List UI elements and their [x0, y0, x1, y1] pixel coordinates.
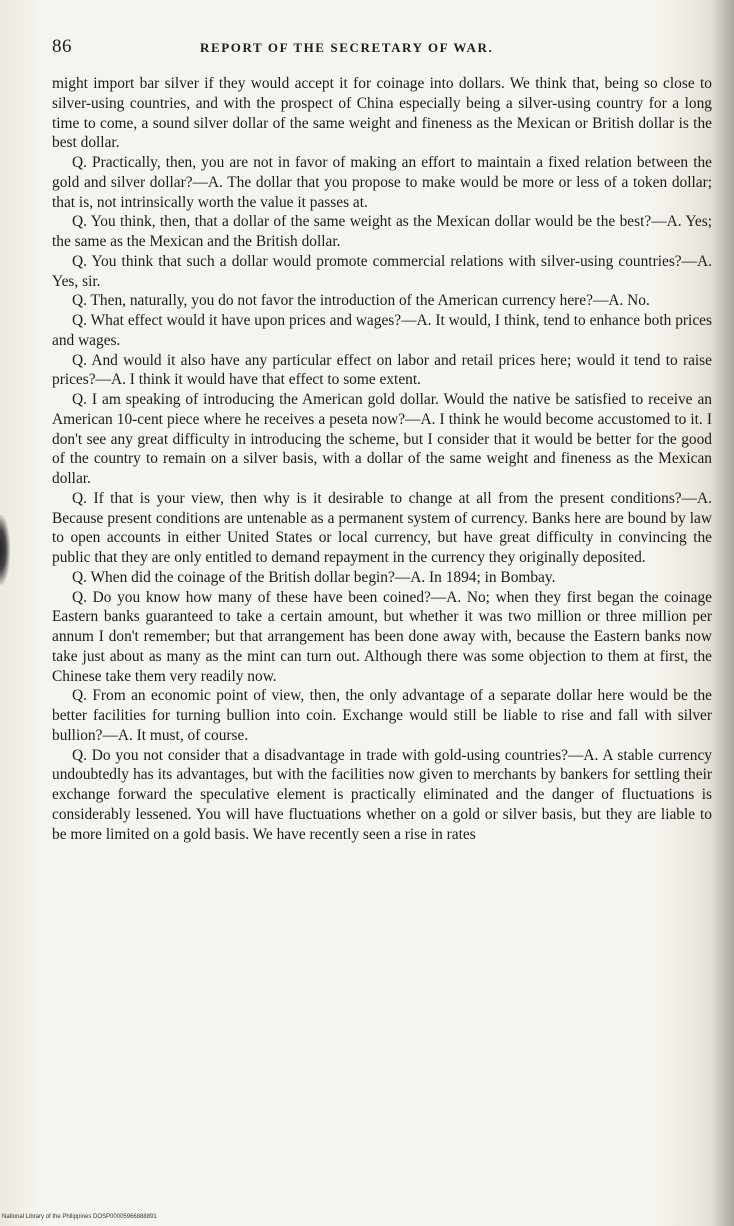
paragraph-qa: Q. When did the coinage of the British dollar begin?—A. In 1894; in Bombay.: [72, 568, 556, 586]
paragraph-continuation: might import bar silver if they would accept it for coinage into dollars. We think that, being so close to silver-using countries, and with the prospect of China especially being a silver-using country for a long time to come, a sound silver dollar of the same weight and fineness as the Mexican or British dollar is the best dollar.: [52, 75, 712, 152]
page-number: 86: [52, 36, 72, 57]
paragraph-qa: Q. Do you know how many of these have been coined?—A. No; when they first began the coinage Eastern banks guaranteed to take a certain amount, but whether it was two million or three million per annum I don't remember; but that arrangement has been done away with, because the Eastern banks now take just about as many as the mint can turn out. Although there was some objection to them at first, the Chinese take them very readily now.: [52, 588, 712, 685]
paragraph-qa: Q. Then, naturally, you do not favor the introduction of the American currency here?—A. No.: [72, 292, 650, 310]
paragraph-qa: Q. Do you not consider that a disadvantage in trade with gold-using countries?—A. A stable currency undoubtedly has its advantages, but with the facilities now given to merchants by bankers for settling their exchange forward the speculative element is practically eliminated and the danger of fluctuations is considerably lessened. You will have fluctuations whether on a gold or silver basis, but they are liable to be more limited on a gold basis. We have recently seen a rise in rates: [52, 746, 712, 843]
paragraph-qa: Q. What effect would it have upon prices and wages?—A. It would, I think, tend to enhance both prices and wages.: [52, 312, 712, 349]
paragraph-qa: Q. From an economic point of view, then, the only advantage of a separate dollar here would be the better facilities for turning bullion into coin. Exchange would still be liable to rise and fall with silver bullion?—A. It must, of course.: [52, 687, 712, 744]
page-body: [52, 74, 712, 844]
running-title: REPORT OF THE SECRETARY OF WAR.: [200, 40, 494, 55]
page-edge-shadow: [712, 0, 734, 1226]
paragraph-qa: Q. And would it also have any particular effect on labor and retail prices here; would it tend to raise prices?—A. I think it would have that effect to some extent.: [52, 351, 712, 389]
paragraph-qa: Q. You think that such a dollar would promote commercial relations with silver-using countries?—A. Yes, sir.: [52, 252, 712, 290]
scan-footer: National Library of the Philippines DOSP00005966888891: [2, 1214, 157, 1220]
paragraph-qa: Q. You think, then, that a dollar of the same weight as the Mexican dollar would be the best?—A. Yes; the same as the Mexican and the British dollar.: [52, 213, 712, 250]
paragraph-qa: Q. If that is your view, then why is it desirable to change at all from the present conditions?—A. Because present conditions are untenable as a permanent system of currency. Banks here are bound by law to open accounts in either United States or local currency, but have great difficulty in convincing the public that they are only entitled to demand repayment in the currency they originally deposited.: [52, 489, 712, 566]
binding-mark: [0, 515, 10, 585]
page-header: [52, 36, 712, 60]
paragraph-qa: Q. Practically, then, you are not in favor of making an effort to maintain a fixed relation between the gold and silver dollar?—A. The dollar that you propose to make would be more or less of a token dollar; that is, not intrinsically worth the value it passes at.: [52, 154, 712, 211]
paragraph-qa: Q. I am speaking of introducing the American gold dollar. Would the native be satisfied to receive an American 10-cent piece where he receives a peseta now?—A. I think he would become accustomed to it. I don't see any great difficulty in introducing the scheme, but I consider that it would be better for the good of the country to remain on a silver basis, with a dollar of the same weight and fineness as the Mexican dollar.: [52, 391, 712, 487]
